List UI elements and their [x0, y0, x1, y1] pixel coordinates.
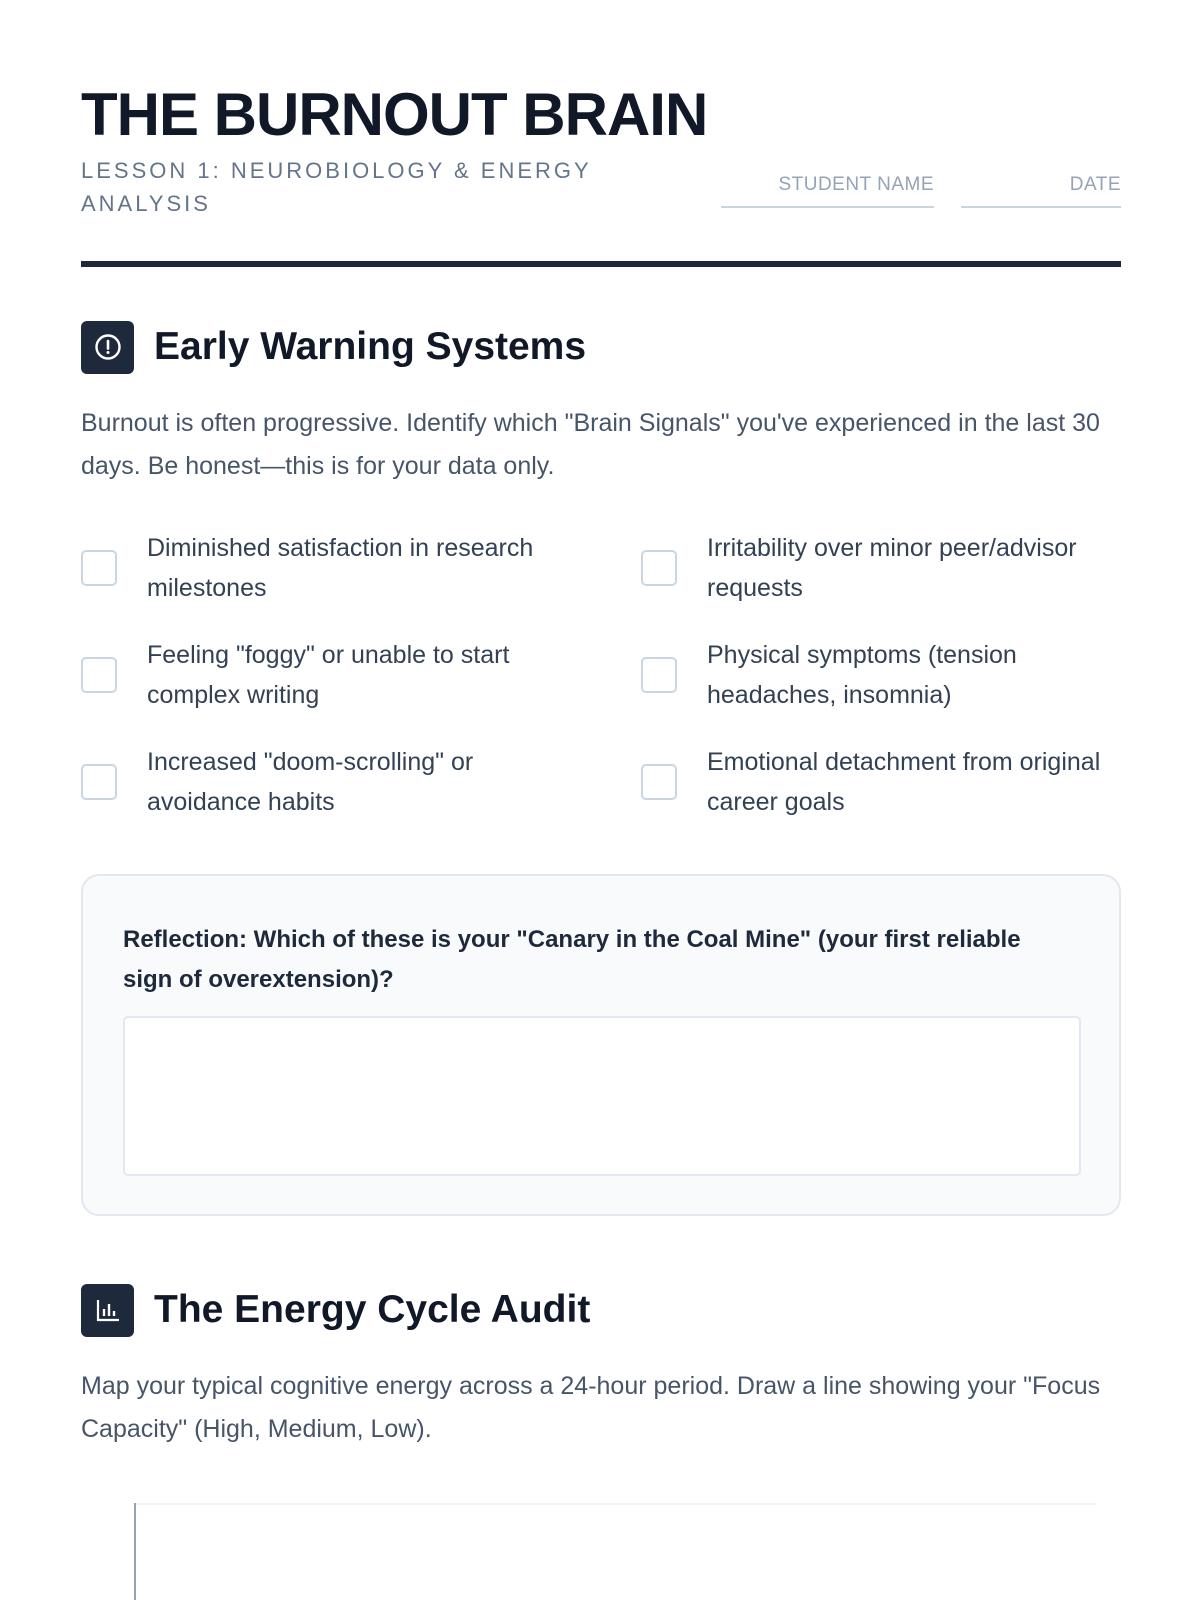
energy-chart-area[interactable] — [134, 1503, 1096, 1600]
reflection-answer-input[interactable] — [123, 1016, 1081, 1176]
reflection-panel — [81, 874, 1121, 1216]
checkbox[interactable] — [641, 550, 677, 586]
section-title-energy: The Energy Cycle Audit — [154, 1288, 591, 1331]
section-title-warning: Early Warning Systems — [154, 325, 587, 368]
section-header-warning — [81, 320, 586, 374]
checkbox[interactable] — [641, 764, 677, 800]
checklist-item-label: Irritability over minor peer/advisor requests — [707, 534, 1077, 602]
checklist-item[interactable] — [641, 635, 1101, 715]
checkbox[interactable] — [81, 657, 117, 693]
checklist-item-label: Increased "doom-scrolling" or avoidance habits — [147, 748, 474, 816]
checklist-item-label: Physical symptoms (tension headaches, insomnia) — [707, 641, 1017, 709]
checklist-item-label: Emotional detachment from original career goals — [707, 748, 1101, 816]
header-divider — [81, 261, 1121, 267]
date-field[interactable]: DATE — [961, 170, 1121, 208]
checkbox[interactable] — [81, 550, 117, 586]
lesson-subtitle: LESSON 1: NEUROBIOLOGY & ENERGY ANALYSIS — [81, 158, 592, 216]
checkbox[interactable] — [641, 657, 677, 693]
warning-description: Burnout is often progressive. Identify which "Brain Signals" you've experienced in the last 30 days. Be honest—this is for your data only. — [81, 409, 1100, 480]
bar-chart-icon — [81, 1284, 134, 1337]
checklist-item-label: Feeling "foggy" or unable to start complex writing — [147, 641, 510, 709]
energy-description: Map your typical cognitive energy across a 24-hour period. Draw a line showing your "Focus Capacity" (High, Medium, Low). — [81, 1372, 1101, 1443]
checklist-item-label: Diminished satisfaction in research milestones — [147, 534, 534, 602]
student-name-field[interactable]: STUDENT NAME — [721, 170, 934, 208]
section-header-energy — [81, 1283, 590, 1337]
reflection-question: Reflection: Which of these is your "Canary in the Coal Mine" (your first reliable sign of overextension)? — [123, 926, 1021, 993]
checkbox[interactable] — [81, 764, 117, 800]
worksheet-page — [81, 0, 1121, 1600]
checklist-item[interactable] — [81, 742, 561, 822]
alert-circle-icon — [81, 321, 134, 374]
checklist-item[interactable] — [641, 528, 1101, 608]
checklist-item[interactable] — [641, 742, 1101, 822]
checklist-item[interactable] — [81, 528, 561, 608]
page-title: THE BURNOUT BRAIN — [81, 81, 708, 148]
chart-y-axis — [134, 1503, 136, 1600]
checklist-item[interactable] — [81, 635, 561, 715]
chart-gridline — [136, 1503, 1096, 1505]
